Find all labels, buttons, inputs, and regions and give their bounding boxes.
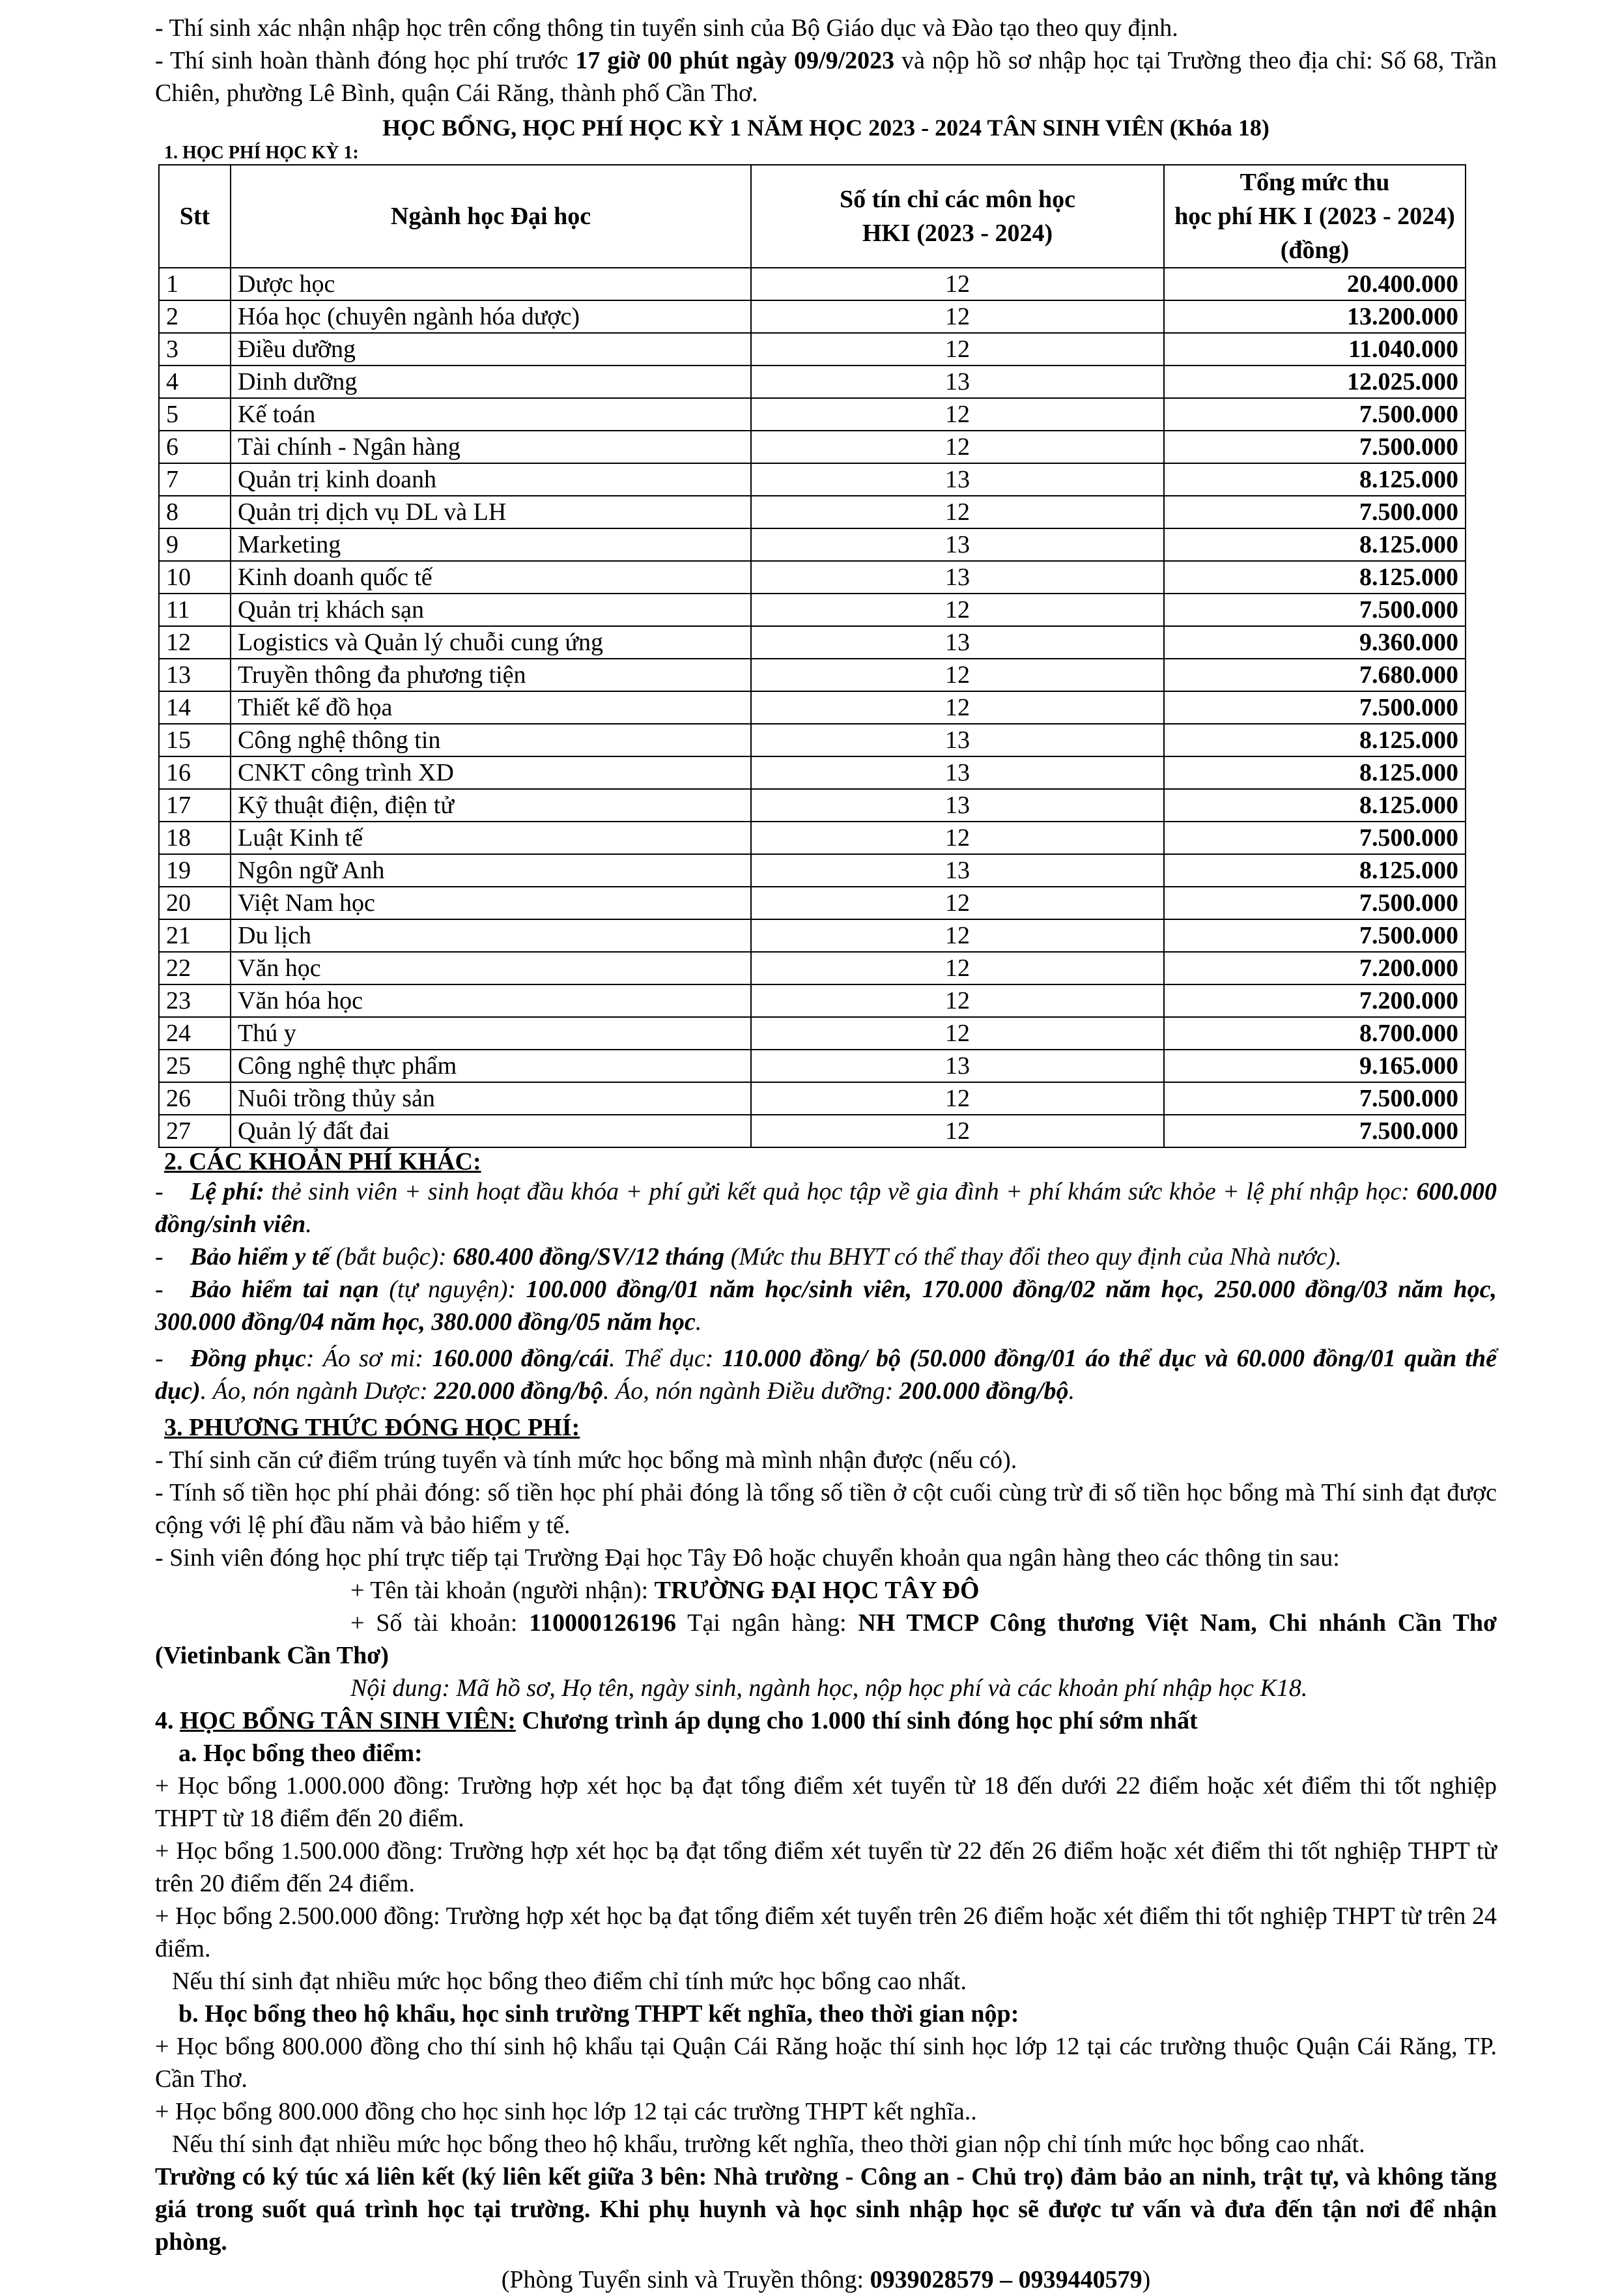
fee4-label: Đồng phục: [190, 1345, 306, 1372]
row-credits: 13: [751, 626, 1164, 659]
row-stt: 25: [159, 1050, 231, 1082]
row-major: Công nghệ thực phẩm: [231, 1050, 751, 1082]
fee4-text4: . Áo, nón ngành Điều dưỡng:: [603, 1377, 900, 1405]
account-number: 110000126196: [529, 1609, 677, 1637]
row-credits: 12: [751, 822, 1164, 854]
row-credits: 12: [751, 984, 1164, 1017]
table-row: [159, 496, 1466, 528]
row-fee: 7.500.000: [1164, 822, 1466, 854]
row-credits: 13: [751, 789, 1164, 822]
row-stt: 4: [159, 366, 231, 398]
row-credits: 12: [751, 1115, 1164, 1147]
table-body: [159, 268, 1466, 1147]
scholarship-b-note: Nếu thí sinh đạt nhiều mức học bổng theo hộ khẩu, trường kết nghĩa, theo thời gian nộp chỉ tính mức học bổng cao nhất.: [172, 2131, 1365, 2158]
row-credits: 13: [751, 756, 1164, 789]
table-row: [159, 300, 1466, 333]
page-title: HỌC BỔNG, HỌC PHÍ HỌC KỲ 1 NĂM HỌC 2023 - 2024 TÂN SINH VIÊN (Khóa 18): [382, 115, 1269, 141]
fee-item-accident-insurance: - Bảo hiểm tai nạn (tự nguyện): 100.000 đồng/01 năm học/sinh viên, 170.000 đồng/02 năm học, 250.000 đồng/03 năm học, 300.000 đồng/04 năm học, 380.000 đồng/05 năm học.: [155, 1276, 1497, 1336]
fee1-end: .: [305, 1211, 312, 1238]
row-fee: 9.360.000: [1164, 626, 1466, 659]
row-major: Dược học: [231, 268, 751, 300]
table-row: [159, 1082, 1466, 1115]
fee4-amount1: 160.000 đồng/cái: [432, 1345, 609, 1372]
transfer-content-note: Nội dung: Mã hồ sơ, Họ tên, ngày sinh, ngành học, nộp học phí và các khoản phí nhập học K18.: [350, 1674, 1308, 1702]
row-fee: 8.125.000: [1164, 463, 1466, 496]
header-credits: [751, 165, 1164, 268]
row-stt: 26: [159, 1082, 231, 1115]
row-credits: 12: [751, 333, 1164, 366]
section4-title: [155, 1704, 1497, 1737]
row-stt: 23: [159, 984, 231, 1017]
row-major: Quản trị khách sạn: [231, 594, 751, 626]
row-major: Thú y: [231, 1017, 751, 1050]
row-credits: 12: [751, 398, 1164, 431]
row-stt: 16: [159, 756, 231, 789]
scholarship-b2: + Học bổng 800.000 đồng cho học sinh học lớp 12 tại các trường THPT kết nghĩa..: [155, 2098, 977, 2125]
row-fee: 7.500.000: [1164, 398, 1466, 431]
row-stt: 24: [159, 1017, 231, 1050]
row-credits: 13: [751, 854, 1164, 887]
fee3-label: Bảo hiểm tai nạn: [190, 1276, 379, 1303]
row-stt: 22: [159, 952, 231, 984]
row-fee: 7.500.000: [1164, 1082, 1466, 1115]
fee4-text3: . Áo, nón ngành Dược:: [200, 1377, 434, 1405]
fee2-text: (bắt buộc):: [330, 1243, 453, 1270]
section3-title-text: 3. PHƯƠNG THỨC ĐÓNG HỌC PHÍ:: [164, 1414, 580, 1441]
table-row: [159, 822, 1466, 854]
fee4-amount3: 220.000 đồng/bộ: [434, 1377, 604, 1405]
row-major: Công nghệ thông tin: [231, 724, 751, 756]
row-major: Kế toán: [231, 398, 751, 431]
table-row: [159, 984, 1466, 1017]
row-fee: 7.500.000: [1164, 919, 1466, 952]
table-row: [159, 919, 1466, 952]
bank-name: NH TMCP Công thương Việt Nam, Chi nhánh Cần Thơ (Vietinbank Cần Thơ): [155, 1609, 1497, 1669]
row-credits: 13: [751, 561, 1164, 594]
row-credits: 12: [751, 691, 1164, 724]
scholarship-b1: + Học bổng 800.000 đồng cho thí sinh hộ khẩu tại Quận Cái Răng hoặc thí sinh học lớp 12 tại các trường thuộc Quận Cái Răng, TP. Cần Thơ.: [155, 2033, 1497, 2093]
row-stt: 13: [159, 659, 231, 691]
row-credits: 13: [751, 1050, 1164, 1082]
row-credits: 12: [751, 594, 1164, 626]
table-row: [159, 366, 1466, 398]
fee4-text1: : Áo sơ mi:: [305, 1345, 432, 1372]
bank-label: Tại ngân hàng:: [676, 1609, 858, 1637]
row-stt: 12: [159, 626, 231, 659]
table-row: [159, 1115, 1466, 1147]
row-major: Văn hóa học: [231, 984, 751, 1017]
section4-num: 4.: [155, 1707, 180, 1734]
table-row: [159, 724, 1466, 756]
header-credits-line2: HKI (2023 - 2024): [862, 220, 1053, 247]
row-credits: 12: [751, 659, 1164, 691]
row-stt: 2: [159, 300, 231, 333]
fee2-label: Bảo hiểm y tế: [190, 1243, 330, 1270]
row-stt: 19: [159, 854, 231, 887]
row-major: Du lịch: [231, 919, 751, 952]
section2-title: [164, 1148, 1497, 1175]
row-stt: 15: [159, 724, 231, 756]
table-row: [159, 887, 1466, 919]
table-row: [159, 1050, 1466, 1082]
payment-p1: - Thí sinh căn cứ điểm trúng tuyển và tính mức học bổng mà mình nhận được (nếu có).: [155, 1446, 1017, 1474]
row-fee: 7.500.000: [1164, 887, 1466, 919]
contact-phones: 0939028579 – 0939440579: [870, 2266, 1142, 2293]
row-fee: 7.500.000: [1164, 691, 1466, 724]
row-credits: 12: [751, 1017, 1164, 1050]
row-major: Kỹ thuật điện, điện tử: [231, 789, 751, 822]
section4-title-text: HỌC BỔNG TÂN SINH VIÊN:: [180, 1707, 516, 1734]
row-major: Truyền thông đa phương tiện: [231, 659, 751, 691]
scholarship-a-note: Nếu thí sinh đạt nhiều mức học bổng theo điểm chỉ tính mức học bổng cao nhất.: [172, 1968, 967, 1995]
fee4-amount2: 110.000 đồng/ bộ (50.000 đồng/01 áo thể dục và 60.000 đồng/01 quần thể dục): [155, 1345, 1497, 1405]
account-name: TRƯỜNG ĐẠI HỌC TÂY ĐÔ: [654, 1577, 980, 1604]
row-credits: 12: [751, 431, 1164, 463]
row-major: Việt Nam học: [231, 887, 751, 919]
row-fee: 8.125.000: [1164, 528, 1466, 561]
intro-line-1: - Thí sinh xác nhận nhập học trên cổng thông tin tuyển sinh của Bộ Giáo dục và Đào tạo theo quy định.: [155, 14, 1178, 42]
fee-item-uniform: - Đồng phục: Áo sơ mi: 160.000 đồng/cái. Thể dục: 110.000 đồng/ bộ (50.000 đồng/01 áo thể dục và 60.000 đồng/01 quần thể dục). Áo, nón ngành Dược: 220.000 đồng/bộ. Áo, nón ngành Điều dưỡng: 200.000 đồng/bộ.: [155, 1345, 1497, 1405]
fee3-amount: 100.000 đồng/01 năm học/sinh viên, 170.000 đồng/02 năm học, 250.000 đồng/03 năm học, 300.000 đồng/04 năm học, 380.000 đồng/05 năm học: [155, 1276, 1497, 1336]
row-credits: 12: [751, 1082, 1164, 1115]
account-name-label: + Tên tài khoản (người nhận):: [350, 1577, 655, 1604]
row-stt: 27: [159, 1115, 231, 1147]
row-credits: 12: [751, 919, 1164, 952]
row-stt: 10: [159, 561, 231, 594]
table-row: [159, 854, 1466, 887]
row-stt: 21: [159, 919, 231, 952]
fee4-amount4: 200.000 đồng/bộ: [899, 1377, 1069, 1405]
table-row: [159, 659, 1466, 691]
table-row: [159, 431, 1466, 463]
intro-line-2-a: - Thí sinh hoàn thành đóng học phí trước: [155, 47, 576, 74]
row-fee: 8.125.000: [1164, 789, 1466, 822]
row-credits: 12: [751, 952, 1164, 984]
row-stt: 5: [159, 398, 231, 431]
section3-title: [164, 1411, 1497, 1444]
table-row: [159, 594, 1466, 626]
row-fee: 8.125.000: [1164, 756, 1466, 789]
fee3-end: .: [695, 1308, 702, 1336]
contact-label: (Phòng Tuyển sinh và Truyền thông:: [501, 2266, 870, 2293]
row-fee: 8.125.000: [1164, 724, 1466, 756]
row-major: Logistics và Quản lý chuỗi cung ứng: [231, 626, 751, 659]
row-credits: 13: [751, 724, 1164, 756]
document-page: [155, 12, 1497, 2296]
fee1-label: Lệ phí:: [190, 1178, 264, 1205]
table-header-row: [159, 165, 1466, 268]
fee-item-registration: - Lệ phí: thẻ sinh viên + sinh hoạt đầu khóa + phí gửi kết quả học tập về gia đình + phí khám sức khỏe + lệ phí nhập học: 600.000 đồng/sinh viên.: [155, 1178, 1497, 1238]
row-major: Điều dưỡng: [231, 333, 751, 366]
fee1-amount: 600.000 đồng/sinh viên: [155, 1178, 1497, 1238]
table-row: [159, 626, 1466, 659]
header-fee-line1: Tổng mức thu: [1240, 169, 1390, 196]
row-stt: 18: [159, 822, 231, 854]
row-major: Quản trị kinh doanh: [231, 463, 751, 496]
row-stt: 3: [159, 333, 231, 366]
contact-end: ): [1142, 2266, 1151, 2293]
contact-line: [155, 2263, 1497, 2296]
table-row: [159, 952, 1466, 984]
row-fee: 7.500.000: [1164, 496, 1466, 528]
row-fee: 12.025.000: [1164, 366, 1466, 398]
table-row: [159, 691, 1466, 724]
row-stt: 1: [159, 268, 231, 300]
account-name-line: [155, 1574, 1497, 1607]
scholarship-a1: + Học bổng 1.000.000 đồng: Trường hợp xét học bạ đạt tổng điểm xét tuyển từ 18 đến dưới 22 điểm hoặc xét điểm thi tốt nghiệp THPT từ 18 điểm đến 20 điểm.: [155, 1772, 1497, 1832]
row-major: Luật Kinh tế: [231, 822, 751, 854]
tuition-table: [158, 164, 1466, 1148]
row-stt: 17: [159, 789, 231, 822]
row-fee: 8.125.000: [1164, 561, 1466, 594]
header-major: Ngành học Đại học: [231, 165, 751, 268]
deadline: 17 giờ 00 phút ngày 09/9/2023: [575, 47, 895, 74]
row-fee: 7.200.000: [1164, 984, 1466, 1017]
row-credits: 12: [751, 268, 1164, 300]
row-stt: 6: [159, 431, 231, 463]
row-credits: 12: [751, 496, 1164, 528]
row-major: Thiết kế đồ họa: [231, 691, 751, 724]
section2-title-text: 2. CÁC KHOẢN PHÍ KHÁC:: [164, 1148, 481, 1175]
row-major: Hóa học (chuyên ngành hóa dược): [231, 300, 751, 333]
section4-title-rest: Chương trình áp dụng cho 1.000 thí sinh đóng học phí sớm nhất: [515, 1707, 1198, 1734]
header-credits-line1: Số tín chỉ các môn học: [839, 186, 1076, 213]
row-stt: 8: [159, 496, 231, 528]
fee1-text: thẻ sinh viên + sinh hoạt đầu khóa + phí gửi kết quả học tập về gia đình + phí khám sức khỏe + lệ phí nhập học:: [264, 1178, 1417, 1205]
header-fee: [1164, 165, 1466, 268]
row-stt: 11: [159, 594, 231, 626]
fee2-end: (Mức thu BHYT có thể thay đổi theo quy định của Nhà nước).: [724, 1243, 1342, 1270]
section1-title: 1. HỌC PHÍ HỌC KỲ 1:: [164, 143, 359, 163]
table-row: [159, 333, 1466, 366]
payment-p3: - Sinh viên đóng học phí trực tiếp tại Trường Đại học Tây Đô hoặc chuyển khoản qua ngân hàng theo các thông tin sau:: [155, 1544, 1340, 1571]
table-row: [159, 268, 1466, 300]
header-fee-line2: học phí HK I (2023 - 2024) (đồng): [1174, 203, 1455, 264]
row-major: Quản lý đất đai: [231, 1115, 751, 1147]
dormitory-note: Trường có ký túc xá liên kết (ký liên kết giữa 3 bên: Nhà trường - Công an - Chủ trọ) đảm bảo an ninh, trật tự, và không tăng giá trong suốt quá trình học tại trường. Khi phụ huynh và học sinh nhập học sẽ được tư vấn và đưa đến tận nơi để nhận phòng.: [155, 2163, 1497, 2256]
table-row: [159, 756, 1466, 789]
row-fee: 7.500.000: [1164, 431, 1466, 463]
table-row: [159, 561, 1466, 594]
row-fee: 13.200.000: [1164, 300, 1466, 333]
fee-item-health-insurance: - Bảo hiểm y tế (bắt buộc): 680.400 đồng/SV/12 tháng (Mức thu BHYT có thể thay đổi theo quy định của Nhà nước).: [155, 1243, 1342, 1270]
row-stt: 14: [159, 691, 231, 724]
row-fee: 11.040.000: [1164, 333, 1466, 366]
scholarship-a3: + Học bổng 2.500.000 đồng: Trường hợp xét học bạ đạt tổng điểm xét tuyển trên 26 điểm hoặc xét điểm thi tốt nghiệp THPT từ trên 24 điểm.: [155, 1902, 1497, 1962]
row-credits: 13: [751, 366, 1164, 398]
fee4-text2: . Thể dục:: [608, 1345, 722, 1372]
row-major: Nuôi trồng thủy sản: [231, 1082, 751, 1115]
scholarship-a-title: a. Học bổng theo điểm:: [178, 1740, 423, 1767]
row-major: Tài chính - Ngân hàng: [231, 431, 751, 463]
table-row: [159, 789, 1466, 822]
row-major: Dinh dưỡng: [231, 366, 751, 398]
intro-line-2: [155, 44, 1497, 109]
table-row: [159, 398, 1466, 431]
row-credits: 12: [751, 887, 1164, 919]
row-credits: 13: [751, 463, 1164, 496]
row-fee: 7.500.000: [1164, 594, 1466, 626]
header-stt: Stt: [159, 165, 231, 268]
fee4-end: .: [1068, 1377, 1075, 1405]
row-stt: 20: [159, 887, 231, 919]
scholarship-a2: + Học bổng 1.500.000 đồng: Trường hợp xét học bạ đạt tổng điểm xét tuyển từ 22 đến 26 điểm hoặc xét điểm thi tốt nghiệp THPT từ trên 20 điểm đến 24 điểm.: [155, 1837, 1497, 1897]
table-row: [159, 463, 1466, 496]
row-fee: 8.125.000: [1164, 854, 1466, 887]
row-credits: 12: [751, 300, 1164, 333]
account-no-label: + Số tài khoản:: [350, 1609, 530, 1637]
row-major: CNKT công trình XD: [231, 756, 751, 789]
scholarship-b-title: b. Học bổng theo hộ khẩu, học sinh trường THPT kết nghĩa, theo thời gian nộp:: [178, 2000, 1019, 2028]
row-major: Ngôn ngữ Anh: [231, 854, 751, 887]
fee2-amount: 680.400 đồng/SV/12 tháng: [453, 1243, 725, 1270]
row-fee: 8.700.000: [1164, 1017, 1466, 1050]
row-fee: 7.200.000: [1164, 952, 1466, 984]
table-row: [159, 528, 1466, 561]
row-fee: 20.400.000: [1164, 268, 1466, 300]
row-credits: 13: [751, 528, 1164, 561]
row-major: Marketing: [231, 528, 751, 561]
account-number-line: [155, 1607, 1497, 1672]
fee3-text: (tự nguyện):: [378, 1276, 526, 1303]
table-row: [159, 1017, 1466, 1050]
payment-p2: - Tính số tiền học phí phải đóng: số tiền học phí phải đóng là tổng số tiền ở cột cuối cùng trừ đi số tiền học bổng mà Thí sinh đạt được cộng với lệ phí đầu năm và bảo hiểm y tế.: [155, 1479, 1497, 1539]
row-fee: 7.680.000: [1164, 659, 1466, 691]
row-major: Quản trị dịch vụ DL và LH: [231, 496, 751, 528]
intro-line-2-b: và nộp hồ sơ nhập học tại Trường theo địa chỉ: Số 68, Trần Chiên, phường Lê Bình, quận Cái Răng, thành phố Cần Thơ.: [155, 47, 1497, 107]
row-fee: 9.165.000: [1164, 1050, 1466, 1082]
row-major: Kinh doanh quốc tế: [231, 561, 751, 594]
row-stt: 9: [159, 528, 231, 561]
row-major: Văn học: [231, 952, 751, 984]
row-stt: 7: [159, 463, 231, 496]
row-fee: 7.500.000: [1164, 1115, 1466, 1147]
